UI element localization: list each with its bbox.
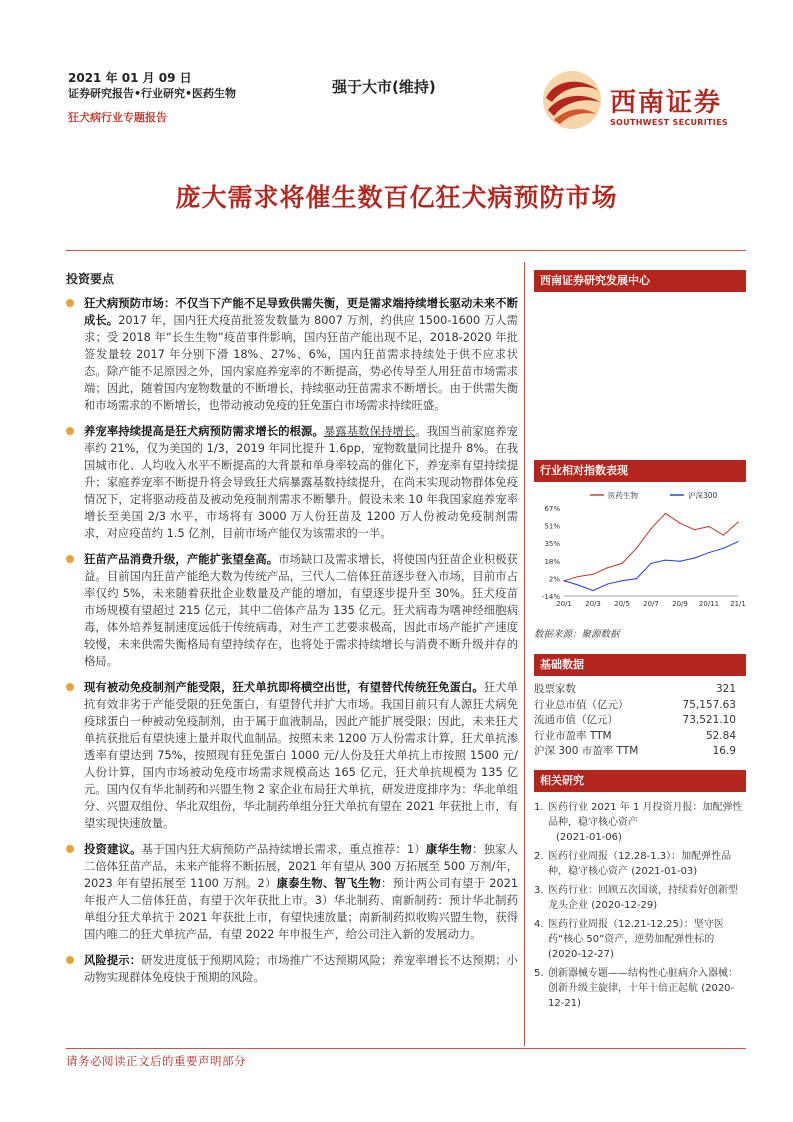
highlight-paragraph	[66, 295, 518, 414]
basic-data-key: 行业市盈率 TTM	[534, 729, 612, 742]
data-point	[665, 560, 666, 561]
title-divider	[66, 250, 746, 251]
list-item-date: (2020-12-21)	[548, 982, 735, 1009]
paragraph-lead: 狂犬病预防市场：不仅当下产能不足导致供需失衡，更是需求端持续增长驱动未来不断成长。	[84, 297, 518, 327]
list-item-date: (2020-12-27)	[548, 948, 614, 960]
data-point	[650, 563, 651, 564]
basic-data-row	[534, 713, 746, 729]
basic-data-value: 73,521.10	[682, 714, 736, 726]
footer-disclaimer: 请务必阅读正文后的重要声明部分	[66, 1054, 246, 1068]
list-item-title: 医药行业周报（12.21-12.25）：坚守医药“核心 50”资产，逆势加配弹性标的	[548, 918, 724, 945]
company-logo	[540, 68, 740, 132]
data-point	[679, 523, 680, 524]
y-tick-label: 18%	[544, 557, 560, 566]
series-line-hs300	[564, 542, 738, 591]
paragraph-lead: 投资建议。	[84, 843, 142, 856]
data-point	[665, 513, 666, 514]
data-point	[607, 567, 608, 568]
list-item[interactable]	[534, 917, 746, 962]
data-point	[679, 561, 680, 562]
x-tick-label: 21/1	[730, 600, 746, 608]
y-tick-label: 35%	[544, 540, 560, 549]
chart-section-bar: 行业相对指数表现	[534, 460, 746, 482]
relative-index-chart	[534, 486, 746, 616]
paragraph-lead: 狂苗产品消费升级，产能扩张望垒高。	[84, 553, 279, 566]
paragraph-body: 。我国当前家庭养宠率约 21%，仅为美国的 1/3，2019 年同比提升 1.6pp，宠物数量同比提升 8%。在我国城市化、人均收入水平不断提高的大背景和单身率较高的催化下，养宠率有望持续提升；家庭养宠率不断提升将会导致狂犬病暴露基数持续提升，在尚未实现动物群体免疫情况下，定将驱动疫苗及被动免疫制剂需求不断攀升。假设未来 10 年我国家庭养宠率增长至美国 2/3 水平，市场将有 3000 万人份狂苗及 1200 万人份被动免疫制剂需求，对应疫苗约 1.5 亿剂，目前市场产能仅为该需求的一半。	[84, 425, 518, 540]
basic-data-bar: 基础数据	[534, 654, 746, 676]
basic-data-table	[534, 682, 746, 760]
x-tick-label: 20/7	[643, 600, 659, 608]
highlight-paragraph	[66, 551, 518, 670]
logo-chinese-name: 西南证券	[610, 88, 723, 118]
paragraph-body: ：预计两公司有望于 2021 年报产人二倍体狂苗，有望于次年获批上市。3）华北制药、南新制药：预计华北制药单组分狂犬单抗于 2021 年获批上市，有望快速放量；南新制药拟收购兴盟生物，获得国内唯二的狂犬单抗产品，有望 2022 年申报生产，给公司注入新的发展动力。	[84, 877, 519, 941]
basic-data-key: 沪深 300 市盈率 TTM	[534, 745, 639, 757]
y-tick-label: 51%	[544, 522, 560, 531]
bullet-icon	[66, 427, 74, 435]
chart-source: 数据来源：聚源数据	[534, 629, 620, 640]
paragraph-body: 狂犬单抗有效非劣于产能受限的狂免蛋白，有望替代并扩大市场。我国目前只有人源狂犬病免疫球蛋白一种被动免疫制剂，由于属于血液制品，因此产能扩展受限；因此，未来狂犬单抗获批后有望快速上量并取代血制品。按照未来 1200 万人份需求计算，狂犬单抗渗透率有望达到 75%，按照现有狂免蛋白 1000 元/人份及狂犬单抗上市按照 1500 元/人份计算，国内市场被动免疫市场需求规模高达 165 亿元，狂犬单抗规模为 135 亿元。国内仅有华北制药和兴盟生物 2 家企业布局狂犬单抗，研发进度排序为：华北单组分、兴盟双组份、华北双组份，华北制药单组分狂犬单抗有望在 2021 年获批上市，有望实现快速放量。	[84, 681, 518, 830]
list-item[interactable]	[534, 966, 746, 1011]
logo-english-name: SOUTHWEST SECURITIES	[610, 118, 728, 127]
x-tick-label: 20/11	[698, 600, 720, 608]
recommended-stock: 康泰生物、智飞生物	[276, 877, 381, 890]
research-center-bar: 西南证券研究发展中心	[534, 270, 746, 292]
paragraph-body: 基于国内狂犬病预防产品持续增长需求，重点推荐：1）	[141, 843, 426, 856]
basic-data-row	[534, 682, 746, 698]
legend-label: 医药生物	[608, 491, 638, 500]
paragraph-lead: 现有被动免疫制剂产能受限，狂犬单抗即将横空出世，有望替代传统狂免蛋白。	[84, 681, 484, 694]
report-series: 狂犬病行业专题报告	[68, 111, 167, 124]
data-point	[607, 583, 608, 584]
data-point	[621, 563, 622, 564]
data-point	[636, 548, 637, 549]
industry-rating: 强于大市(维持)	[332, 78, 436, 96]
data-point	[578, 576, 579, 577]
list-item-title: 创新器械专题——结构性心脏病介入器械：创新升级主旋律，十年十倍正起航	[548, 967, 738, 994]
bullet-icon	[66, 299, 74, 307]
chart-svg	[534, 486, 746, 616]
paragraph-lead: 养宠率持续提高是狂犬病预防需求增长的根源。	[84, 425, 324, 438]
list-item-number: 5.	[534, 967, 544, 979]
basic-data-value: 52.84	[705, 729, 736, 742]
basic-data-value: 75,157.63	[682, 698, 736, 711]
y-tick-label: -14%	[541, 593, 560, 601]
page-title: 庞大需求将催生数百亿狂犬病预防市场	[175, 183, 618, 212]
logo-mark-icon	[540, 68, 604, 132]
paragraph-body: ：独家人二倍体狂苗产品，未来产能将不断拓展，2021 年有望从 300 万拓展至 500 万剂/年，2023 年有望拓展至 1100 万剂。2）	[84, 843, 518, 890]
data-point	[636, 578, 637, 579]
data-point	[563, 580, 564, 581]
list-item[interactable]	[534, 883, 746, 913]
x-tick-label: 20/9	[672, 600, 688, 608]
data-point	[650, 528, 651, 529]
report-category: 证券研究报告•行业研究•医药生物	[68, 87, 237, 100]
list-item-date: (2020-12-29)	[591, 899, 658, 911]
section-heading: 投资要点	[66, 272, 115, 286]
paragraph-underline: 暴露基数保持增长	[323, 425, 416, 438]
x-tick-label: 20/3	[585, 600, 601, 608]
list-item-date: (2021-01-03)	[631, 865, 698, 877]
basic-data-key: 流通市值（亿元）	[534, 714, 618, 726]
highlight-paragraph	[66, 423, 518, 542]
paragraph-body: 2017 年，国内狂犬疫苗批签发数量为 8007 万剂，约供应 1500-1600 万人需求；受 2018 年“长生生物”疫苗事件影响，国内狂苗产能出现不足，2018-2020 年批签发量较 2017 年分别下滑 18%、27%、6%，国内狂苗需求持续处于供不应求状态。除产能不足原因之外，国内家庭养宠率的不断提高，势必传导至人用狂苗市场需求端；因此，随着国内宠物数量的不断增长，持续驱动狂苗需求不断增长。由于供需失衡和市场需求的不断增长，也带动被动免疫的狂免蛋白市场需求持续旺盛。	[84, 314, 518, 412]
list-item[interactable]	[534, 800, 746, 845]
data-point	[694, 557, 695, 558]
data-point	[621, 580, 622, 581]
basic-data-key: 行业总市值（亿元）	[534, 698, 629, 711]
related-research-list	[534, 800, 746, 1011]
data-point	[592, 590, 593, 591]
legend-label: 沪深300	[688, 491, 718, 500]
highlight-paragraph	[66, 952, 518, 986]
list-item-number: 2.	[534, 850, 544, 862]
sidebar	[534, 270, 746, 1015]
y-tick-label: 67%	[544, 505, 560, 513]
basic-data-value: 16.9	[712, 745, 736, 757]
list-item-date: (2021-01-06)	[556, 831, 622, 843]
recommended-stock: 康华生物	[425, 843, 473, 856]
basic-data-row	[534, 729, 746, 745]
list-item-title: 医药行业周报（12.28-1.3）：加配弹性品种，稳守核心资产	[548, 850, 732, 877]
basic-data-value: 321	[715, 683, 736, 695]
basic-data-row	[534, 744, 746, 760]
data-point	[737, 541, 738, 542]
data-point	[578, 585, 579, 586]
data-point	[723, 535, 724, 536]
list-item-number: 3.	[534, 884, 544, 896]
list-item-title: 医药行业：回顾五次国谈，持续看好创新型龙头企业	[548, 884, 738, 911]
report-meta	[68, 70, 236, 126]
basic-data-key: 股票家数	[534, 683, 576, 695]
x-tick-label: 20/5	[614, 600, 630, 608]
data-point	[737, 522, 738, 523]
related-research-bar: 相关研究	[534, 770, 746, 792]
paragraph-body: 市场缺口及需求增长，将使国内狂苗企业积极获益。目前国内狂苗产能绝大数为传统产品，三代人二倍体狂苗逐步登入市场，目前市占率仅约 5%，未来随着获批企业数量及产能的增加，有望逐步提升至 30%。狂犬疫苗市场规模有望超过 215 亿元，其中二倍体产品为 135 亿元。狂犬病毒为嗜神经细胞病毒，体外培养复制速度远低于传统病毒，对生产工艺要求极高，因此市场产能扩产速度较慢，未来供需失衡格局有望持续存在，也将处于需求持续增长与消费不断升级并存的格局。	[84, 553, 518, 668]
column-divider	[524, 262, 525, 1046]
data-point	[708, 552, 709, 553]
paragraph-body: 研发进度低于预期风险；市场推广不达预期风险；养宠率增长不达预期；小动物实现群体免疫快于预期的风险。	[84, 954, 518, 984]
list-item-number: 1.	[534, 801, 544, 813]
x-tick-label: 20/1	[556, 600, 572, 608]
investment-highlights	[66, 270, 518, 995]
bullet-icon	[66, 845, 74, 853]
series-line-pharma	[564, 513, 738, 580]
y-tick-label: 2%	[548, 575, 560, 584]
basic-data-row	[534, 698, 746, 714]
paragraph-lead: 风险提示：	[84, 954, 142, 967]
list-item-title: 医药行业 2021 年 1 月投资月报：加配弹性品种，稳守核心资产	[548, 801, 743, 828]
list-item-number: 4.	[534, 918, 544, 930]
bullet-icon	[66, 555, 74, 563]
bullet-icon	[66, 683, 74, 691]
data-point	[708, 526, 709, 527]
data-point	[694, 529, 695, 530]
data-point	[592, 574, 593, 575]
footer-divider	[66, 1048, 746, 1049]
list-item[interactable]	[534, 849, 746, 879]
highlight-paragraph	[66, 841, 518, 943]
highlight-paragraph	[66, 679, 518, 832]
data-point	[723, 548, 724, 549]
report-date: 2021 年 01 月 09 日	[68, 71, 192, 85]
bullet-icon	[66, 956, 74, 964]
